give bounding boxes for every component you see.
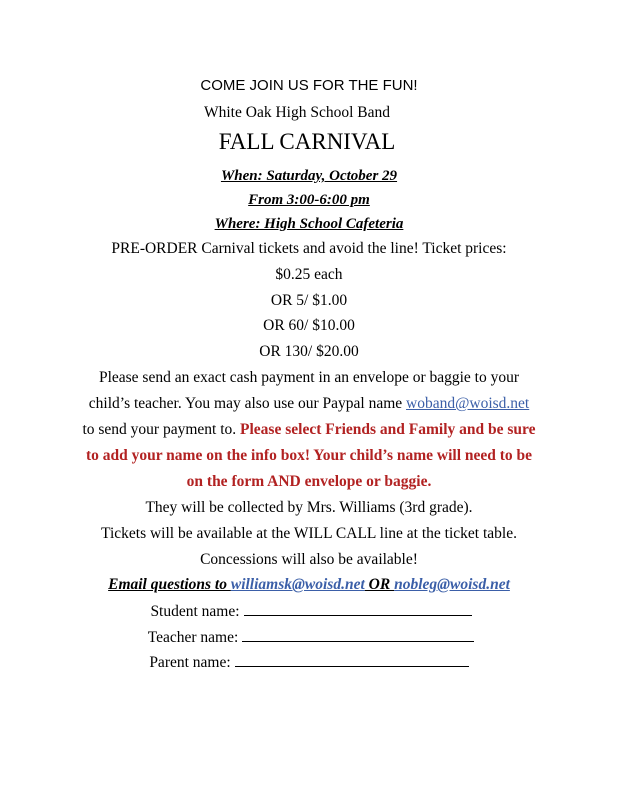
payment-line-3-text: to send your payment to. [82, 421, 241, 438]
ticket-price-1: $0.25 each [275, 266, 343, 283]
parent-name-row [0, 652, 618, 673]
ticket-price-3: OR 60/ $10.00 [263, 317, 355, 334]
parent-name-field[interactable] [235, 652, 469, 667]
contact-or: OR [364, 576, 395, 593]
contact-line [0, 575, 618, 595]
paypal-email-link[interactable]: woband@woisd.net [406, 395, 530, 412]
teacher-name-row [2, 627, 618, 648]
teacher-name-label: Teacher name: [147, 629, 239, 646]
ticket-price-2: OR 5/ $1.00 [270, 292, 348, 309]
parent-name-label: Parent name: [149, 654, 231, 671]
page-title: FALL CARNIVAL [218, 129, 396, 154]
payment-line-1: Please send an exact cash payment in an envelope or baggie to your [98, 369, 520, 386]
collection-info: They will be collected by Mrs. Williams (3rd grade). [145, 499, 473, 516]
concessions-info: Concessions will also be available! [200, 551, 418, 568]
email-link-williams[interactable]: williamsk@woisd.net [230, 576, 365, 593]
organization-name: White Oak High School Band [204, 104, 390, 121]
email-link-noble[interactable]: nobleg@woisd.net [394, 576, 510, 593]
contact-prefix: Email questions to [108, 576, 231, 593]
payment-line-2 [0, 394, 618, 414]
friends-family-notice: Please select Friends and Family and be sure [240, 421, 536, 438]
will-call-info: Tickets will be available at the WILL CALL line at the ticket table. [101, 525, 517, 542]
envelope-notice: on the form AND envelope or baggie. [186, 473, 432, 490]
payment-line-2-text: child’s teacher. You may also use our Paypal name [88, 395, 407, 412]
tagline: COME JOIN US FOR THE FUN! [200, 77, 418, 94]
student-name-label: Student name: [150, 603, 240, 620]
event-time: From 3:00-6:00 pm [248, 192, 370, 208]
event-location: Where: High School Cafeteria [214, 216, 404, 232]
teacher-name-field[interactable] [242, 627, 474, 642]
event-date: When: Saturday, October 29 [220, 168, 398, 184]
ticket-intro: PRE-ORDER Carnival tickets and avoid the line! Ticket prices: [111, 240, 507, 257]
student-name-row [2, 601, 618, 622]
student-name-field[interactable] [244, 601, 472, 616]
payment-line-3 [0, 420, 618, 440]
info-box-notice: to add your name on the info box! Your child’s name will need to be [85, 447, 533, 464]
ticket-price-4: OR 130/ $20.00 [259, 343, 359, 360]
